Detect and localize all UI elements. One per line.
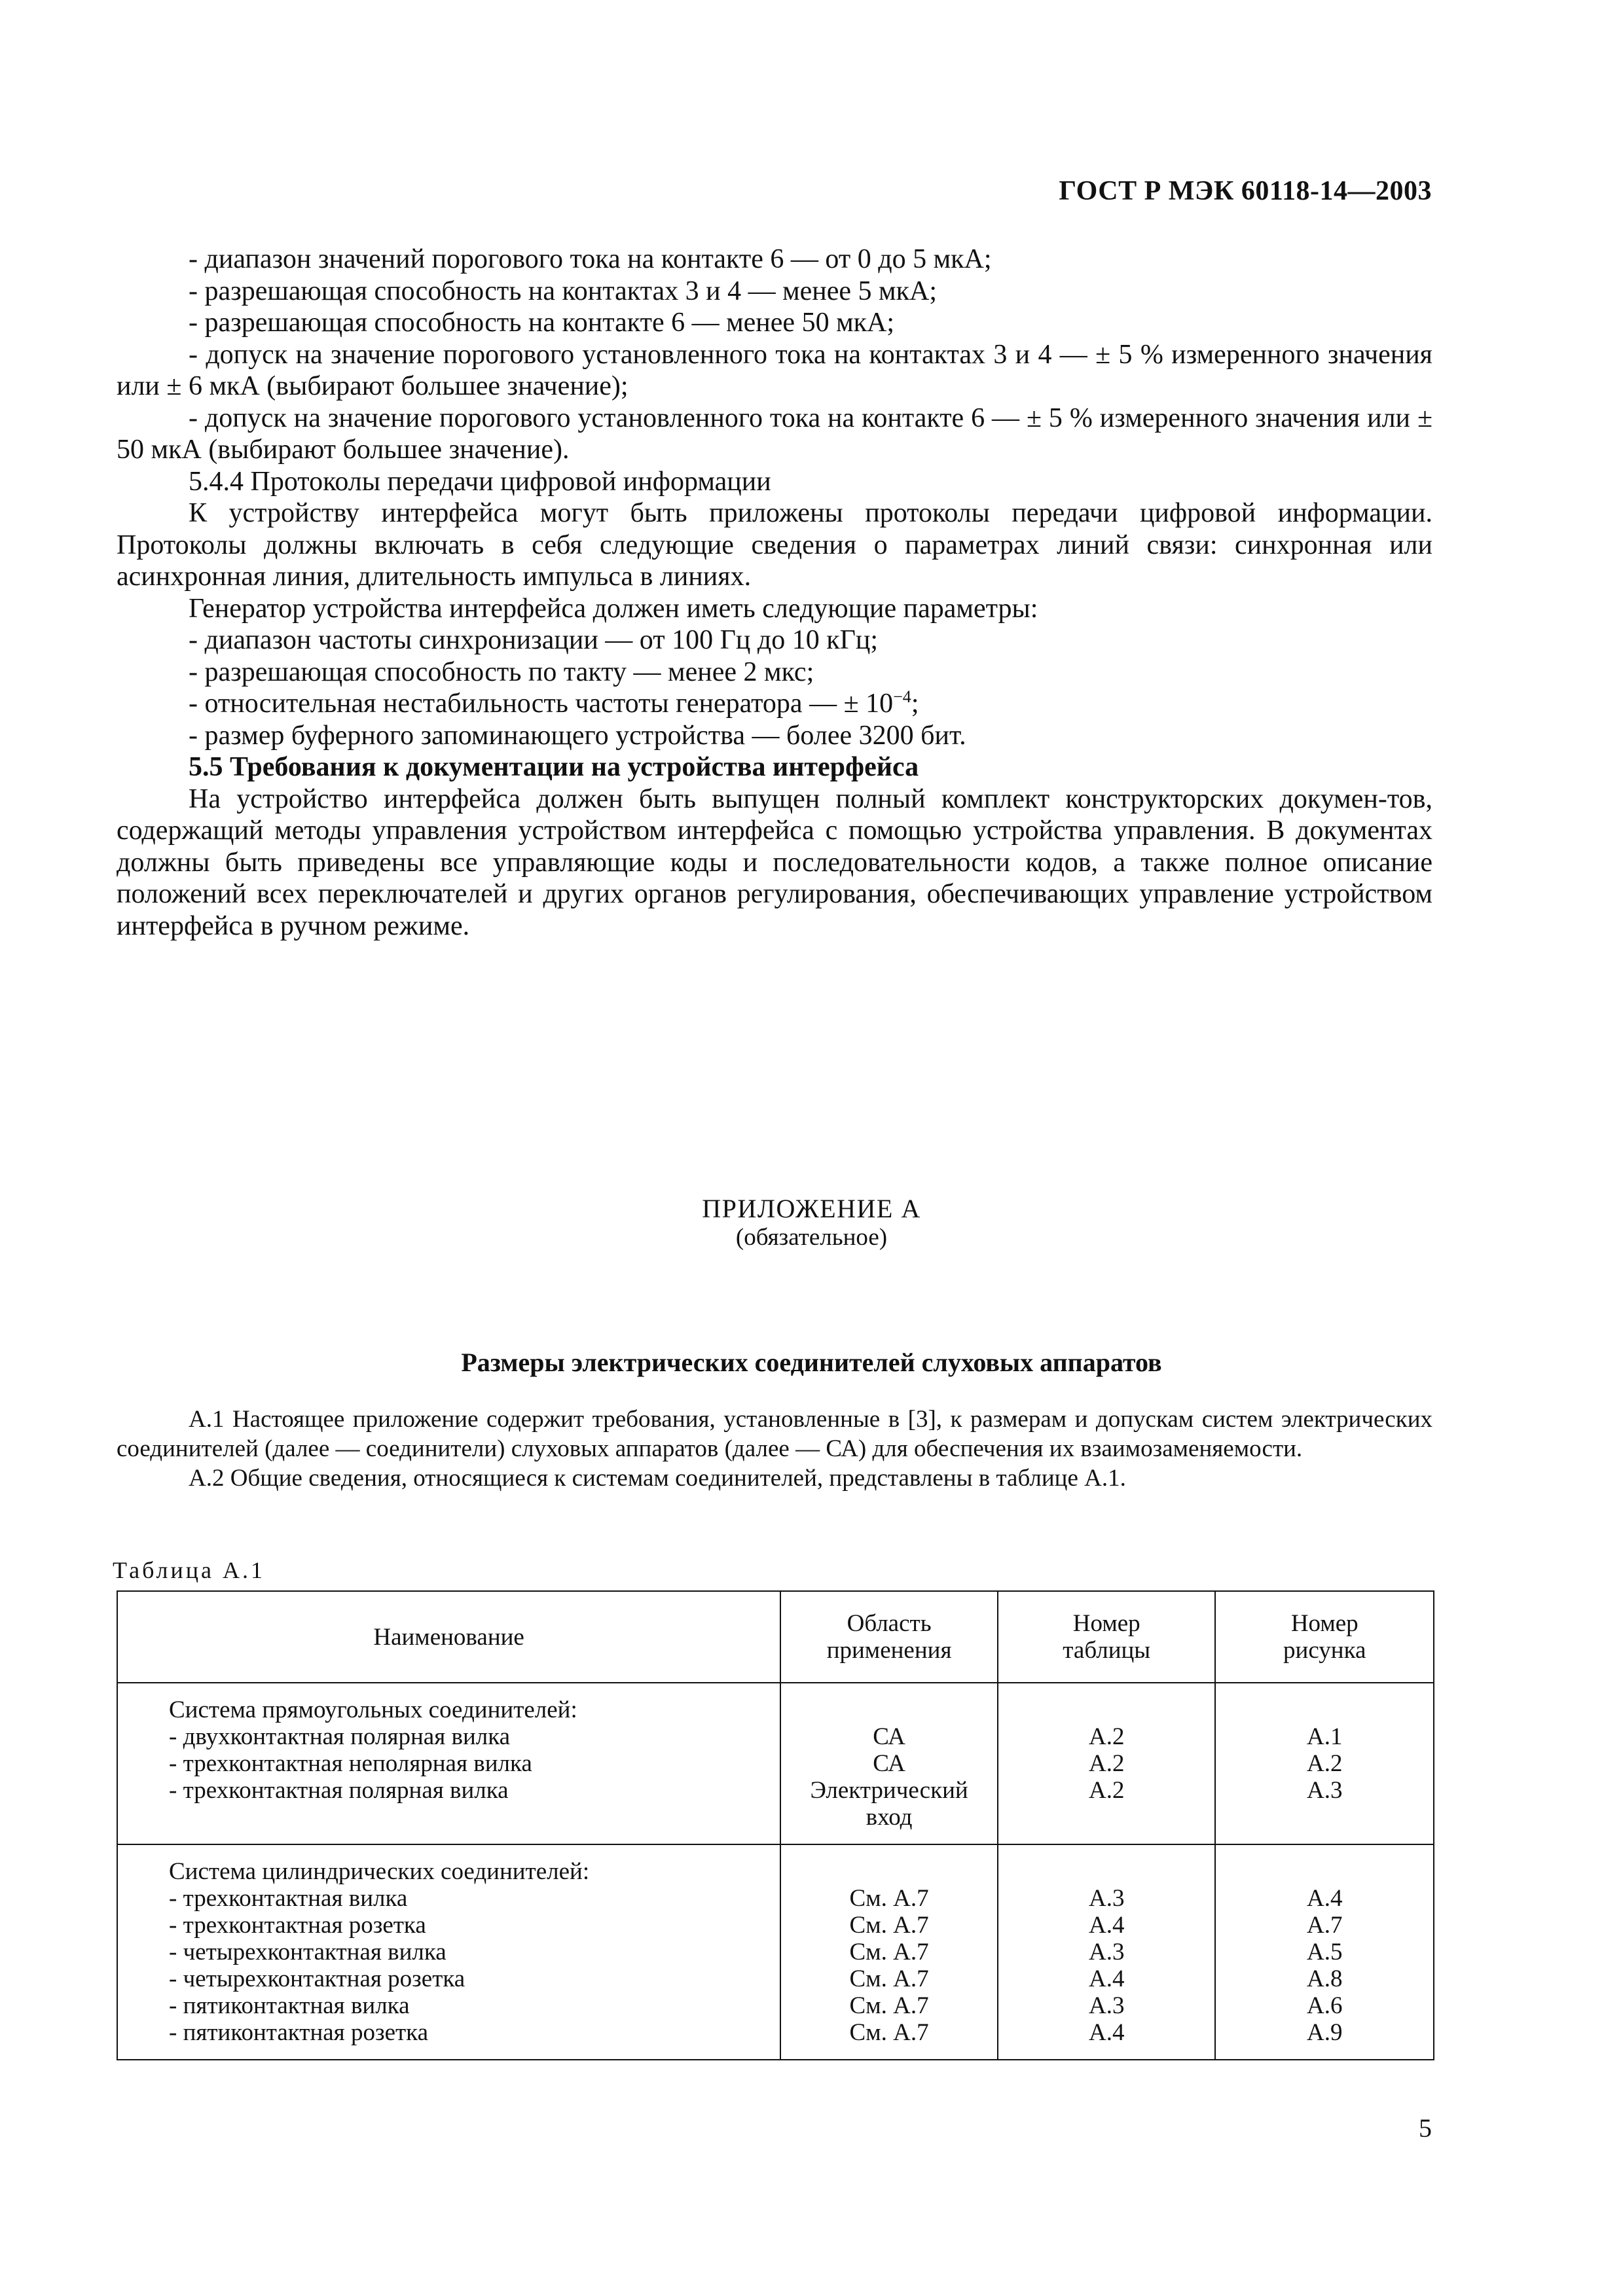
list-item: - диапазон частоты синхронизации — от 100 Гц до 10 кГц; bbox=[189, 625, 879, 655]
table-header-row bbox=[117, 1591, 1434, 1683]
table-caption: Таблица А.1 bbox=[113, 1557, 265, 1583]
row-name: - четырехконтактная вилка bbox=[169, 1939, 447, 1965]
appendix-body bbox=[117, 1405, 1432, 1493]
table-cell-table: А.2 А.2 А.2 bbox=[998, 1683, 1216, 1844]
list-item: - допуск на значение порогового установленного тока на контактах 3 и 4 — ± 5 % измеренного значения или ± 6 мкА (выбирают большее значение); bbox=[117, 339, 1432, 401]
list-item-end: ; bbox=[911, 689, 919, 719]
appendix-heading bbox=[0, 1194, 1623, 1252]
exponent: −4 bbox=[893, 687, 911, 706]
appendix-title: Размеры электрических соединителей слуховых аппаратов bbox=[461, 1348, 1162, 1377]
row-name: - трехконтактная полярная вилка bbox=[169, 1777, 509, 1804]
paragraph: На устройство интерфейса должен быть выпущен полный комплект конструкторских докумен-тов, содержащий методы управления устройством интерфейса с помощью устройства управления. В документах должны быть приведены все управляющие коды и последовательности кодов, а также полное описание положений всех переключателей и других органов регулирования, обеспечивающих управление устройством интерфейса в ручном режиме. bbox=[117, 783, 1432, 941]
group-title: Система цилиндрических соединителей: bbox=[169, 1858, 590, 1885]
list-item: - размер буферного запоминающего устройства — более 3200 бит. bbox=[189, 720, 966, 751]
section-heading: 5.5 Требования к документации на устройства интерфейса bbox=[189, 752, 919, 782]
page-number: 5 bbox=[1419, 2113, 1432, 2143]
table-cell-area: СА СА Электрический вход bbox=[780, 1683, 998, 1844]
document-header: ГОСТ Р МЭК 60118-14—2003 bbox=[1059, 176, 1432, 206]
column-header-area: Область применения bbox=[780, 1591, 998, 1683]
paragraph: К устройству интерфейса могут быть приложены протоколы передачи цифровой информации. Протоколы должны включать в себя следующие сведения о параметрах линий связи: синхронная или асинхронная линия, длительность импульса в линиях. bbox=[117, 498, 1432, 592]
list-item-text: - относительная нестабильность частоты генератора — ± 10 bbox=[189, 689, 894, 719]
paragraph: А.1 Настоящее приложение содержит требования, установленные в [3], к размерам и допускам систем электрических соединителей (далее — соединители) слуховых аппаратов (далее — СА) для обеспечения их взаимозаменяемости. bbox=[117, 1406, 1432, 1462]
column-header-figure: Номер рисунка bbox=[1215, 1591, 1434, 1683]
row-name: - четырехконтактная розетка bbox=[169, 1965, 465, 1992]
table-row bbox=[117, 1844, 1434, 2060]
list-item bbox=[117, 688, 1432, 720]
row-name: - пятиконтактная вилка bbox=[169, 1992, 410, 2019]
list-item: - разрешающая способность на контактах 3 и 4 — менее 5 мкА; bbox=[189, 276, 938, 306]
list-item: - допуск на значение порогового установленного тока на контакте 6 — ± 5 % измеренного значения или ± 50 мкА (выбирают большее значение). bbox=[117, 403, 1432, 465]
table-cell-area: См. А.7 См. А.7 См. А.7 См. А.7 См. А.7 См. А.7 bbox=[780, 1844, 998, 2060]
list-item: - разрешающая способность на контакте 6 — менее 50 мкА; bbox=[189, 308, 895, 338]
group-title: Система прямоугольных соединителей: bbox=[169, 1696, 577, 1723]
body-text bbox=[117, 243, 1432, 942]
list-item: - разрешающая способность по такту — менее 2 мкс; bbox=[189, 656, 814, 687]
table-cell-name bbox=[117, 1844, 780, 2060]
table-cell-table: А.3 А.4 А.3 А.4 А.3 А.4 bbox=[998, 1844, 1216, 2060]
row-name: - трехконтактная розетка bbox=[169, 1912, 426, 1939]
row-name: - двухконтактная полярная вилка bbox=[169, 1723, 511, 1750]
appendix-label: ПРИЛОЖЕНИЕ А bbox=[702, 1194, 921, 1223]
list-item: - диапазон значений порогового тока на контакте 6 — от 0 до 5 мкА; bbox=[189, 244, 992, 274]
row-name: - пятиконтактная розетка bbox=[169, 2019, 428, 2046]
appendix-status: (обязательное) bbox=[735, 1224, 888, 1251]
column-header-name: Наименование bbox=[117, 1591, 780, 1683]
data-table bbox=[117, 1590, 1434, 2060]
paragraph: Генератор устройства интерфейса должен иметь следующие параметры: bbox=[189, 593, 1038, 624]
row-name: - трехконтактная неполярная вилка bbox=[169, 1750, 532, 1777]
table-cell-figure: А.4 А.7 А.5 А.8 А.6 А.9 bbox=[1215, 1844, 1434, 2060]
row-name: - трехконтактная вилка bbox=[169, 1885, 408, 1912]
section-heading: 5.4.4 Протоколы передачи цифровой информации bbox=[189, 466, 771, 497]
column-header-table: Номер таблицы bbox=[998, 1591, 1216, 1683]
table-cell-figure: А.1 А.2 А.3 bbox=[1215, 1683, 1434, 1844]
paragraph: А.2 Общие сведения, относящиеся к системам соединителей, представлены в таблице А.1. bbox=[189, 1465, 1126, 1492]
table-cell-name bbox=[117, 1683, 780, 1844]
table-row bbox=[117, 1683, 1434, 1844]
